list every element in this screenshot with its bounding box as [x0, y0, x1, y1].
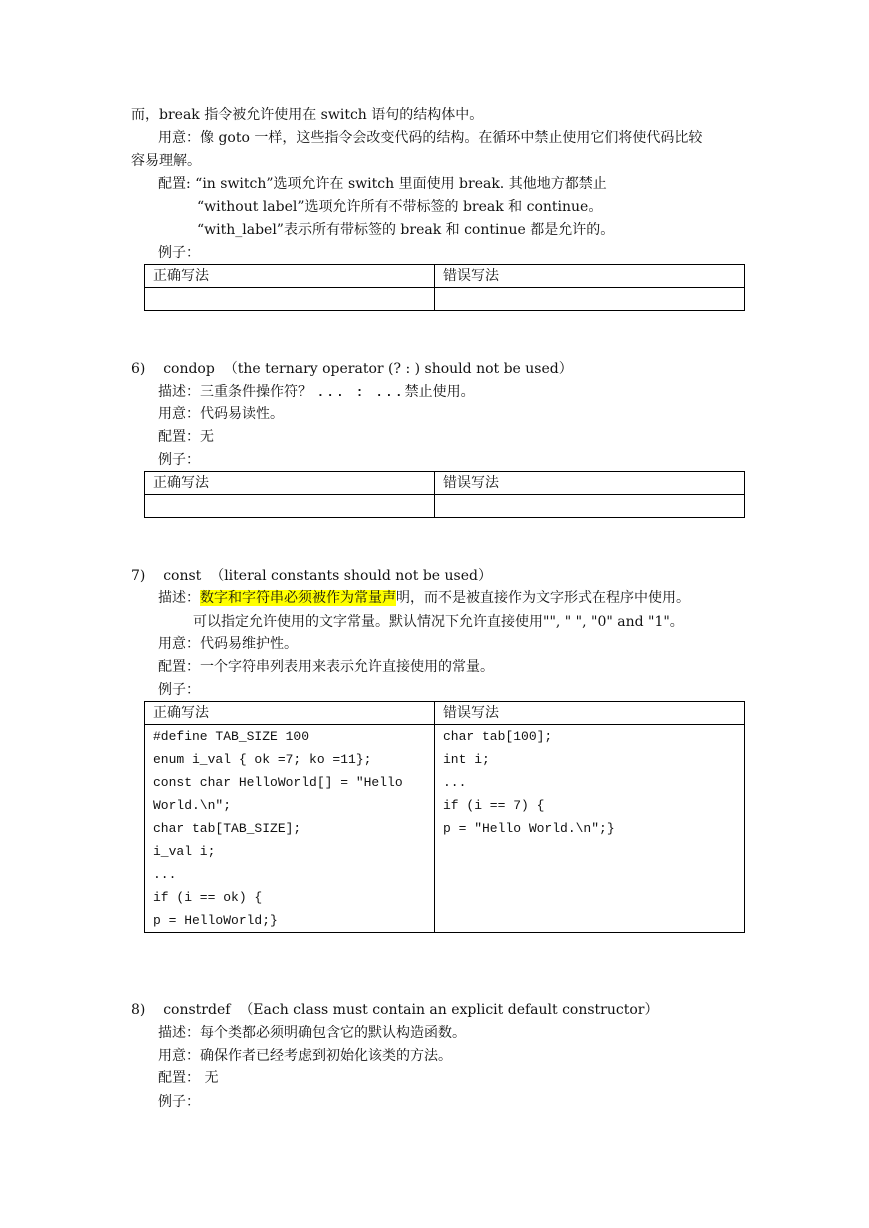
intro-purpose: 用意：像 goto 一样，这些指令会改变代码的结构。在循环中禁止使用它们将使代码比较	[158, 130, 703, 146]
cell-wrong-empty	[435, 495, 745, 518]
cell-wrong-code	[435, 725, 745, 933]
cell-correct-code	[145, 725, 435, 933]
example-table-const	[144, 701, 745, 933]
header-wrong: 错误写法	[435, 702, 745, 725]
rule6-description	[158, 383, 475, 402]
rule6-purpose: 用意：代码易读性。	[158, 406, 284, 422]
header-wrong: 错误写法	[435, 472, 745, 495]
rule6-heading	[131, 360, 573, 378]
rule6-title: （the ternary operator (? : ) should not be used）	[223, 361, 573, 377]
rule6-config: 配置：无	[158, 429, 214, 445]
code-line: if (i == 7) {	[443, 798, 545, 813]
cell-correct-empty	[145, 288, 435, 311]
intro-text: 而，break 指令被允许使用在 switch 语句的结构体中。	[131, 107, 484, 123]
rule7-description	[158, 589, 690, 607]
intro-config-without-label: “without label”选项允许所有不带标签的 break 和 continue。	[197, 199, 603, 215]
example-table-break	[144, 264, 745, 311]
rule8-example-label: 例子：	[158, 1094, 200, 1110]
rule6-name: condop	[163, 361, 215, 377]
code-line: p = "Hello World.\n";}	[443, 821, 615, 836]
code-line: int i;	[443, 752, 490, 767]
header-correct: 正确写法	[145, 265, 435, 288]
rule6-desc-code: ... : ...	[316, 385, 405, 400]
rule6-number: 6)	[131, 361, 146, 377]
rule7-desc-highlight: 数字和字符串必须被作为常量声	[200, 590, 396, 606]
example-table-condop	[144, 471, 745, 518]
code-line: p = HelloWorld;}	[153, 913, 278, 928]
cell-correct-empty	[145, 495, 435, 518]
rule7-description-line2: 可以指定允许使用的文字常量。默认情况下允许直接使用"", " ", "0" and "1"。	[193, 614, 684, 630]
code-line: #define TAB_SIZE 100	[153, 729, 310, 744]
intro-example-label: 例子：	[158, 245, 200, 261]
code-line: if (i == ok) {	[153, 890, 263, 905]
code-line: const char HelloWorld[] = "Hello	[153, 775, 403, 790]
rule8-purpose: 用意：确保作者已经考虑到初始化该类的方法。	[158, 1048, 452, 1064]
rule7-purpose: 用意：代码易维护性。	[158, 636, 298, 652]
rule7-number: 7)	[131, 568, 146, 584]
rule7-desc-label: 描述：	[158, 590, 200, 606]
rule8-config: 配置： 无	[158, 1070, 219, 1086]
intro-config-with-label: “with_label”表示所有带标签的 break 和 continue 都是允许的。	[197, 222, 615, 238]
rule7-name: const	[163, 568, 202, 584]
rule8-title: （Each class must contain an explicit default constructor）	[239, 1002, 659, 1018]
rule8-name: constrdef	[163, 1002, 231, 1018]
rule6-desc-suffix: 禁止使用。	[404, 384, 475, 400]
rule6-example-label: 例子：	[158, 452, 200, 468]
cell-wrong-empty	[435, 288, 745, 311]
code-line: ...	[153, 867, 177, 882]
code-line: char tab[100];	[443, 729, 553, 744]
intro-purpose-cont: 容易理解。	[131, 153, 201, 169]
rule7-title: （literal constants should not be used）	[210, 568, 492, 584]
code-line: enum i_val { ok =7; ko =11};	[153, 752, 372, 767]
rule7-example-label: 例子：	[158, 682, 200, 698]
code-line: char tab[TAB_SIZE];	[153, 821, 302, 836]
rule7-config: 配置：一个字符串列表用来表示允许直接使用的常量。	[158, 659, 494, 675]
header-wrong: 错误写法	[435, 265, 745, 288]
rule8-number: 8)	[131, 1002, 146, 1018]
code-line: World.\n";	[153, 798, 232, 813]
rule6-desc-prefix: 描述：三重条件操作符？	[158, 384, 312, 400]
rule7-desc-rest: 明，而不是被直接作为文字形式在程序中使用。	[396, 590, 690, 606]
header-correct: 正确写法	[145, 702, 435, 725]
rule8-heading	[131, 1001, 658, 1019]
header-correct: 正确写法	[145, 472, 435, 495]
intro-config: 配置: “in switch”选项允许在 switch 里面使用 break. 其他地方都禁止	[158, 176, 607, 192]
rule7-heading	[131, 567, 492, 585]
code-line: i_val i;	[153, 844, 216, 859]
rule8-description: 描述：每个类都必须明确包含它的默认构造函数。	[158, 1025, 466, 1041]
code-line: ...	[443, 775, 467, 790]
